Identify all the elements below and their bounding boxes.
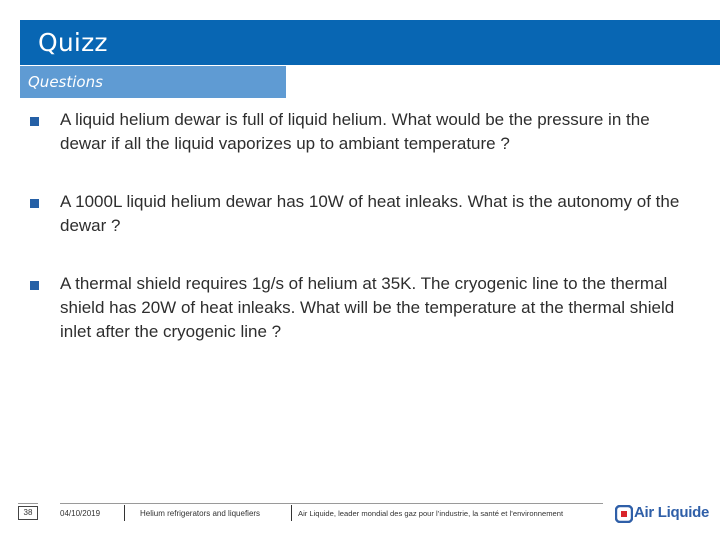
footer-separator [124,505,125,521]
square-bullet-icon [30,281,39,290]
question-item-1 [30,108,680,156]
square-bullet-icon [30,199,39,208]
question-item-2 [30,190,680,238]
square-bullet-icon [30,117,39,126]
logo-mark-icon [615,505,633,523]
question-list [30,108,680,344]
air-liquide-logo [615,503,710,525]
footer-divider [60,503,603,504]
page-number: 38 [18,506,38,520]
footer-date: 04/10/2019 [60,509,101,518]
footer-divider-left [18,503,38,504]
logo-text: Air Liquide [634,504,710,521]
subtitle-bar [20,66,286,98]
footer-topic: Helium refrigerators and liquefiers [140,509,261,518]
footer-tagline: Air Liquide, leader mondial des gaz pour l’industrie, la santé et l’environnement [298,509,564,518]
slide-title: Quizz [38,28,108,57]
question-text: A liquid helium dewar is full of liquid helium. What would be the pressure in the dewar if all the liquid vaporizes up to ambiant temperature ? [60,110,650,153]
question-item-3 [30,272,680,344]
question-text: A thermal shield requires 1g/s of helium at 35K. The cryogenic line to the thermal shield has 20W of heat inleaks. What will be the temperature at the thermal shield inlet after the cryogenic line ? [60,274,675,341]
slide-subtitle: Questions [28,73,103,91]
question-text: A 1000L liquid helium dewar has 10W of heat inleaks. What is the autonomy of the dewar ? [60,192,680,235]
footer-separator [291,505,292,521]
title-bar [20,20,720,65]
